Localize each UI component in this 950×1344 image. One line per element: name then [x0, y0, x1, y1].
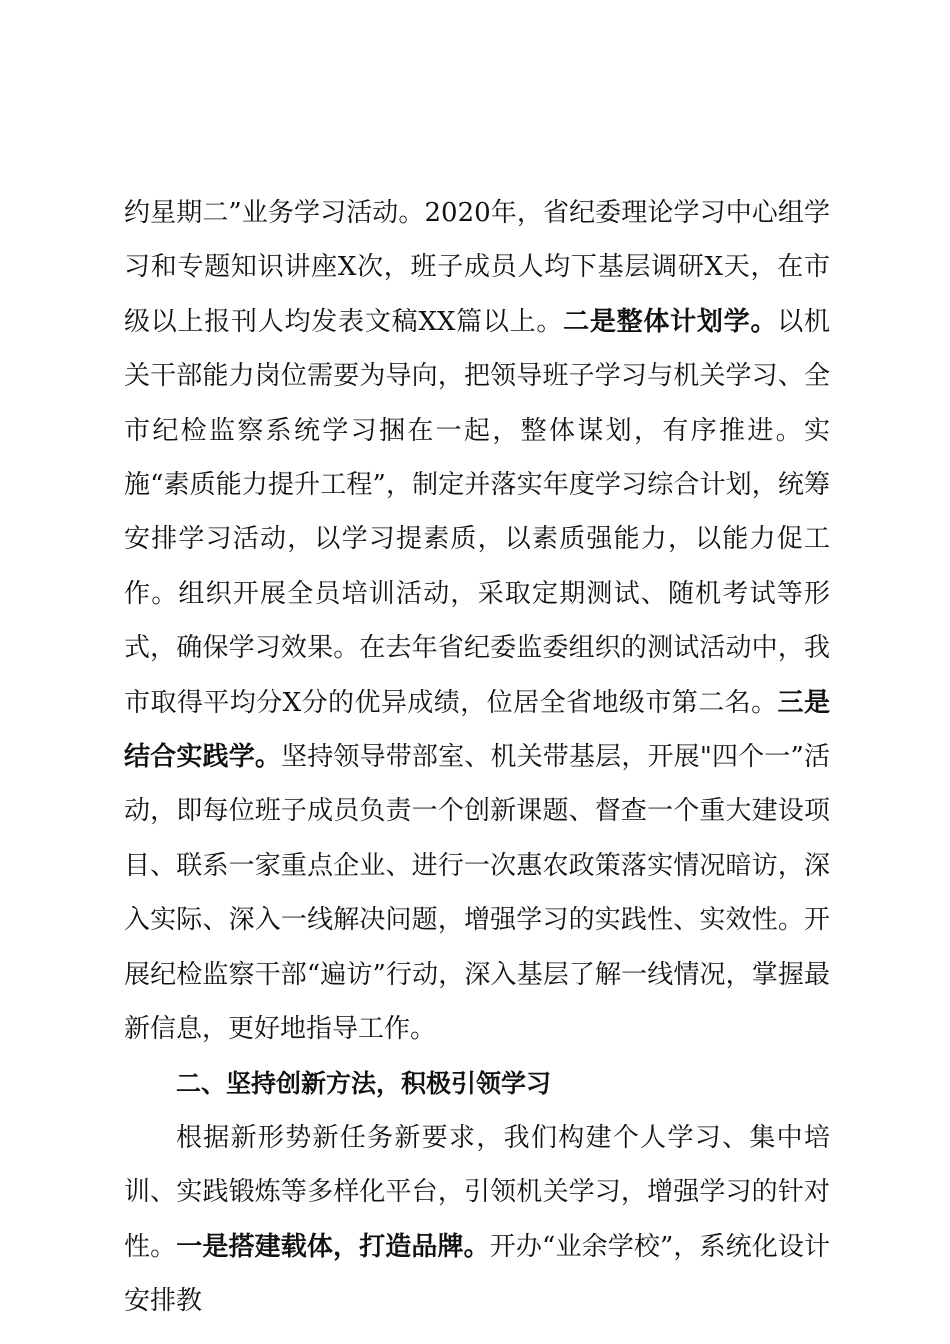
bold-phrase: 二是整体计划学。: [563, 306, 778, 337]
paragraph-text: 开办“业余学校”，系统化设计安排教: [124, 1231, 830, 1317]
paragraph-text: 约星期二”业务学习活动。2020年，省纪委理论学习中心组学习和专题知识讲座X次，班子成员人均下基层调研X天，在市级以上报刊人均发表文稿XX篇以上。: [124, 198, 830, 337]
bold-phrase: 三是结合实践学。: [124, 687, 830, 773]
paragraph-text: 坚持领导带部室、机关带基层，开展"四个一”活动，即每位班子成员负责一个创新课题、督查一个重大建设项目、联系一家重点企业、进行一次惠农政策落实情况暗访，深入实际、深入一线解决问题，增强学习的实践性、实效性。开展纪检监察干部“遍访”行动，深入基层了解一线情况，掌握最新信息，更好地指导工作。: [124, 742, 830, 1045]
paragraph-text: 以机关干部能力岗位需要为导向，把领导班子学习与机关学习、全市纪检监察系统学习捆在一起，整体谋划，有序推进。实施“素质能力提升工程”，制定并落实年度学习综合计划，统筹安排学习活动，以学习提素质，以素质强能力，以能力促工作。组织开展全员培训活动，采取定期测试、随机考试等形式，确保学习效果。在去年省纪委监委组织的测试活动中，我市取得平均分X分的优异成绩，位居全省地级市第二名。: [124, 306, 830, 718]
document-body: [124, 186, 830, 1329]
section-heading: 二、坚持创新方法，积极引领学习: [176, 1068, 552, 1098]
paragraph: [124, 1111, 830, 1329]
bold-phrase: 一是搭建载体，打造品牌。: [176, 1231, 490, 1262]
paragraph-continuation: [124, 186, 830, 1057]
paragraph-text: 根据新形势新任务新要求，我们构建个人学习、集中培训、实践锻炼等多样化平台，引领机关学习，增强学习的针对性。: [124, 1122, 830, 1262]
